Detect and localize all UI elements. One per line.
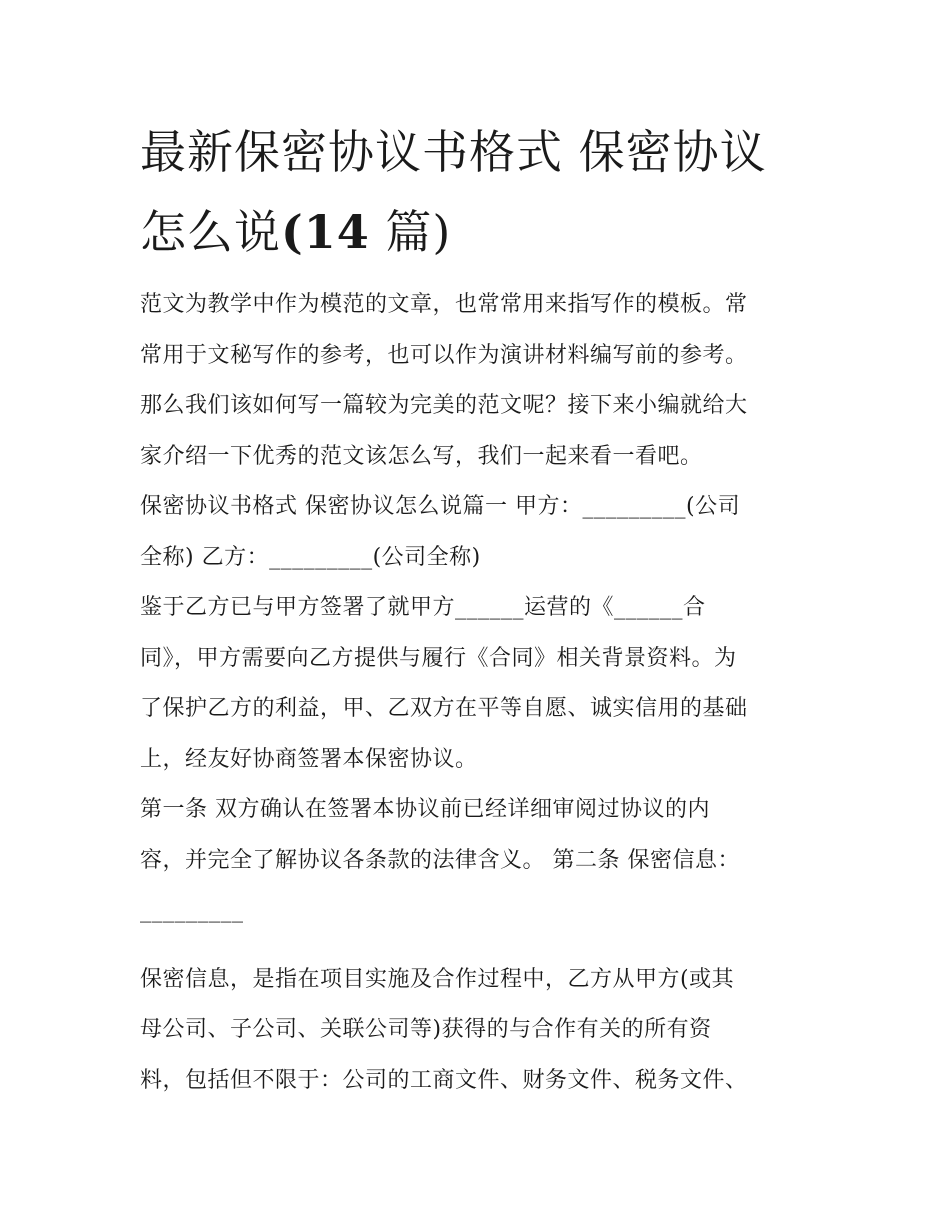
body-line: 常用于文秘写作的参考，也可以作为演讲材料编写前的参考。 (140, 342, 748, 368)
body-line: 保密信息，是指在项目实施及合作过程中，乙方从甲方(或其 (140, 966, 735, 992)
title-line-2-suffix: 篇) (369, 205, 452, 259)
body-line: 容，并完全了解协议各条款的法律含义。 第二条 保密信息： (140, 847, 740, 873)
body-line: 料，包括但不限于：公司的工商文件、财务文件、税务文件、 (140, 1067, 748, 1093)
title-line-1: 最新保密协议书格式 保密协议 (140, 125, 767, 179)
document-page (140, 112, 820, 1106)
body-line: 第一条 双方确认在签署本协议前已经详细审阅过协议的内 (140, 797, 710, 822)
body-line: 母公司、子公司、关联公司等)获得的与合作有关的所有资 (140, 1017, 712, 1042)
body-line: 同》，甲方需要向乙方提供与履行《合同》相关背景资料。为 (140, 645, 737, 671)
document-title (140, 112, 820, 272)
body-line: 保密协议书格式 保密协议怎么说篇一 甲方：_________(公司 (140, 494, 741, 519)
body-line: 家介绍一下优秀的范文该怎么写，我们一起来看一看吧。 (140, 443, 703, 469)
blank-fill-line: _________ (140, 898, 244, 923)
title-line-2-text: 怎么说 (140, 205, 281, 259)
body-line: 范文为教学中作为模范的文章，也常常用来指写作的模板。常 (140, 292, 748, 317)
body-line: 那么我们该如何写一篇较为完美的范文呢？接下来小编就给大 (140, 393, 748, 418)
body-line: 鉴于乙方已与甲方签署了就甲方______运营的《______合 (140, 595, 706, 620)
body-line: 全称) 乙方：_________(公司全称) (140, 544, 481, 570)
spacer (140, 937, 820, 955)
body-line: 了保护乙方的利益，甲、乙双方在平等自愿、诚实信用的基础 (140, 696, 748, 721)
body-line: 上，经友好协商签署本保密协议。 (140, 746, 478, 772)
title-count: (14 (281, 205, 370, 259)
title-line-2 (140, 192, 820, 272)
